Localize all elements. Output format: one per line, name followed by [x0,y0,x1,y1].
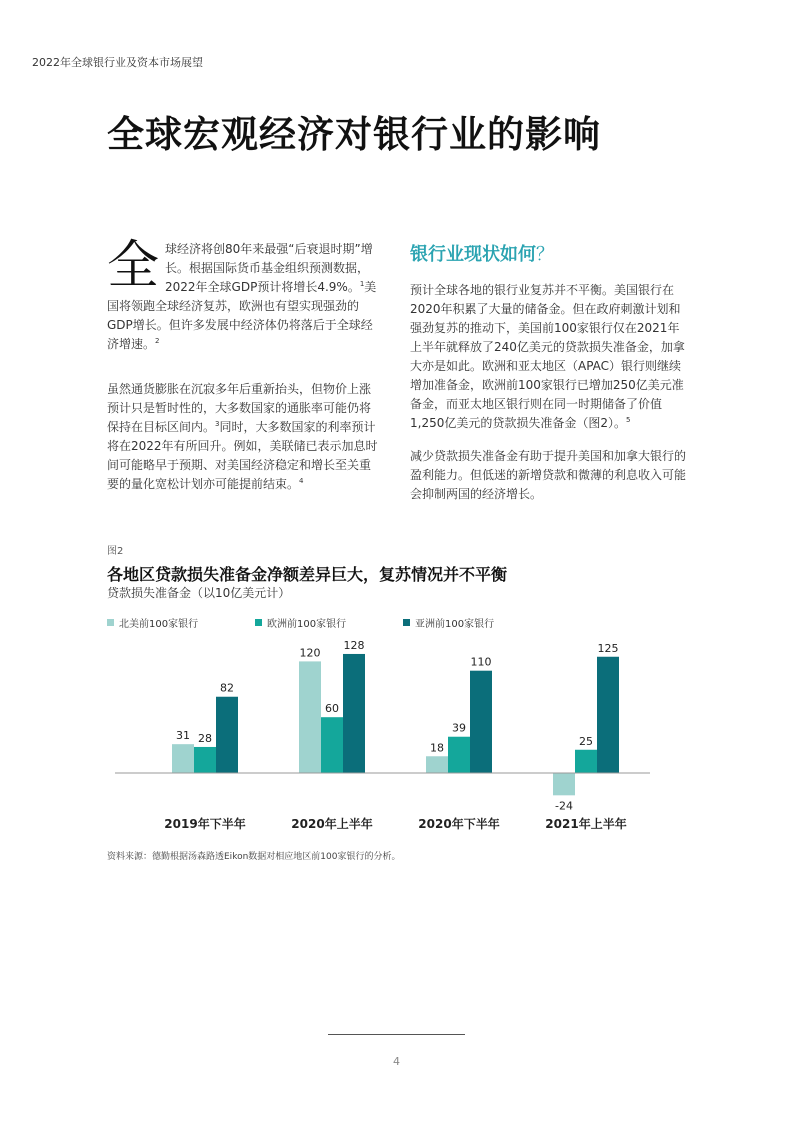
data-label-3-0: -24 [555,799,573,813]
bar-1-1 [321,717,343,773]
figure-label: 图2 [107,546,124,557]
data-label-1-1: 60 [325,702,339,716]
right-p1-text: 预计全球各地的银行业复苏并不平衡。美国银行在2020年积累了大量的储备金。但在政府刺激计划和强劲复苏的推动下，美国前100家银行仅在2021年上半年就释放了240亿美元的贷款损失准备金，加拿大亦是如此。欧洲和亚太地区（APAC）银行则继续增加准备金，欧洲前100家银行已增加250亿美元准备金，而亚太地区银行则在同一时期储备了价值1,250亿美元的贷款损失准备金（图2）。 [410,283,685,430]
data-label-2-2: 110 [470,655,492,669]
section-heading [410,240,554,266]
section-heading-text: 银行业现状如何 [410,244,536,265]
data-label-1-2: 128 [343,638,365,652]
footnote-ref-4: 4 [299,477,304,485]
left-paragraph-2 [107,368,379,494]
bar-1-0 [299,661,321,773]
bar-3-0 [553,773,575,795]
legend-swatch-asia [403,619,410,626]
left-p2-text2: 同时，大多数国家的利率预计将在2022年有所回升。例如，美联储已表示加息时间可能略早于预期、对美国经济稳定和增长至关重要的量化宽松计划亦可能提前结束。 [107,420,378,491]
left-paragraph-1 [107,236,379,354]
chart-title: 各地区贷款损失准备金净额差异巨大，复苏情况并不平衡 [107,565,508,584]
footnote-ref-3: 3 [215,420,220,428]
legend-label-asia: 亚洲前100家银行 [415,619,495,630]
category-label-1: 2020年上半年 [291,817,373,831]
footnote-ref-2: 2 [155,337,160,345]
footer-divider [328,1034,465,1035]
bar-1-2 [343,654,365,773]
data-label-3-1: 25 [579,734,593,748]
data-label-0-0: 31 [176,729,190,743]
data-label-3-2: 125 [597,641,619,655]
bar-0-1 [194,747,216,773]
left-p1-text2: 美国将领跑全球经济复苏，欧洲也有望实现强劲的GDP增长。但许多发展中经济体仍将落后于全球经济增速。 [107,280,377,351]
category-label-2: 2020年下半年 [418,817,500,831]
legend-swatch-europe [255,619,262,626]
bar-3-1 [575,750,597,773]
bar-2-2 [470,671,492,773]
chart-legend [107,615,567,631]
chart-subtitle: 贷款损失准备金（以10亿美元计） [107,586,291,600]
legend-swatch-north-america [107,619,114,626]
data-label-0-1: 28 [198,731,212,745]
category-label-0: 2019年下半年 [164,817,246,831]
data-label-2-1: 39 [452,721,466,735]
bar-2-0 [426,756,448,773]
bar-0-0 [172,744,194,773]
left-column [107,236,379,508]
right-paragraph-1 [410,281,686,433]
legend-item-asia [403,615,494,630]
right-column [410,281,686,518]
right-p2-text: 减少贷款损失准备金有助于提升美国和加拿大银行的盈利能力。但低迷的新增贷款和微薄的利息收入可能会抑制两国的经济增长。 [410,449,687,501]
figure-source: 资料来源：德勤根据汤森路透Eikon数据对相应地区前100家银行的分析。 [107,852,401,862]
page-title: 全球宏观经济对银行业的影响 [107,113,601,156]
data-label-2-0: 18 [430,741,444,755]
bar-2-1 [448,737,470,773]
legend-label-europe: 欧洲前100家银行 [267,619,347,630]
footnote-ref-1: 1 [359,280,365,288]
page-number: 4 [393,1055,400,1068]
legend-item-north-america [107,615,198,630]
left-p2-text: 虽然通货膨胀在沉寂多年后重新抬头，但物价上涨预计只是暂时性的，大多数国家的通胀率可能仍将保持在目标区间内。 [107,382,372,434]
bar-0-2 [216,697,238,773]
section-heading-mark: ？ [536,244,554,265]
category-label-3: 2021年上半年 [545,817,627,831]
bar-chart [107,632,667,837]
left-p1-text: 球经济将创80年来最强“后衰退时期”增长。根据国际货币基金组织预测数据，2022年全球GDP预计将增长4.9%。 [165,242,373,294]
running-header: 2022年全球银行业及资本市场展望 [32,56,203,69]
data-label-0-2: 82 [220,681,234,695]
data-label-1-0: 120 [299,646,321,660]
legend-item-europe [255,615,346,630]
bar-3-2 [597,657,619,773]
legend-label-north-america: 北美前100家银行 [119,619,199,630]
right-paragraph-2 [410,447,686,504]
footnote-ref-5: 5 [626,416,631,424]
dropcap: 全 [107,236,160,296]
